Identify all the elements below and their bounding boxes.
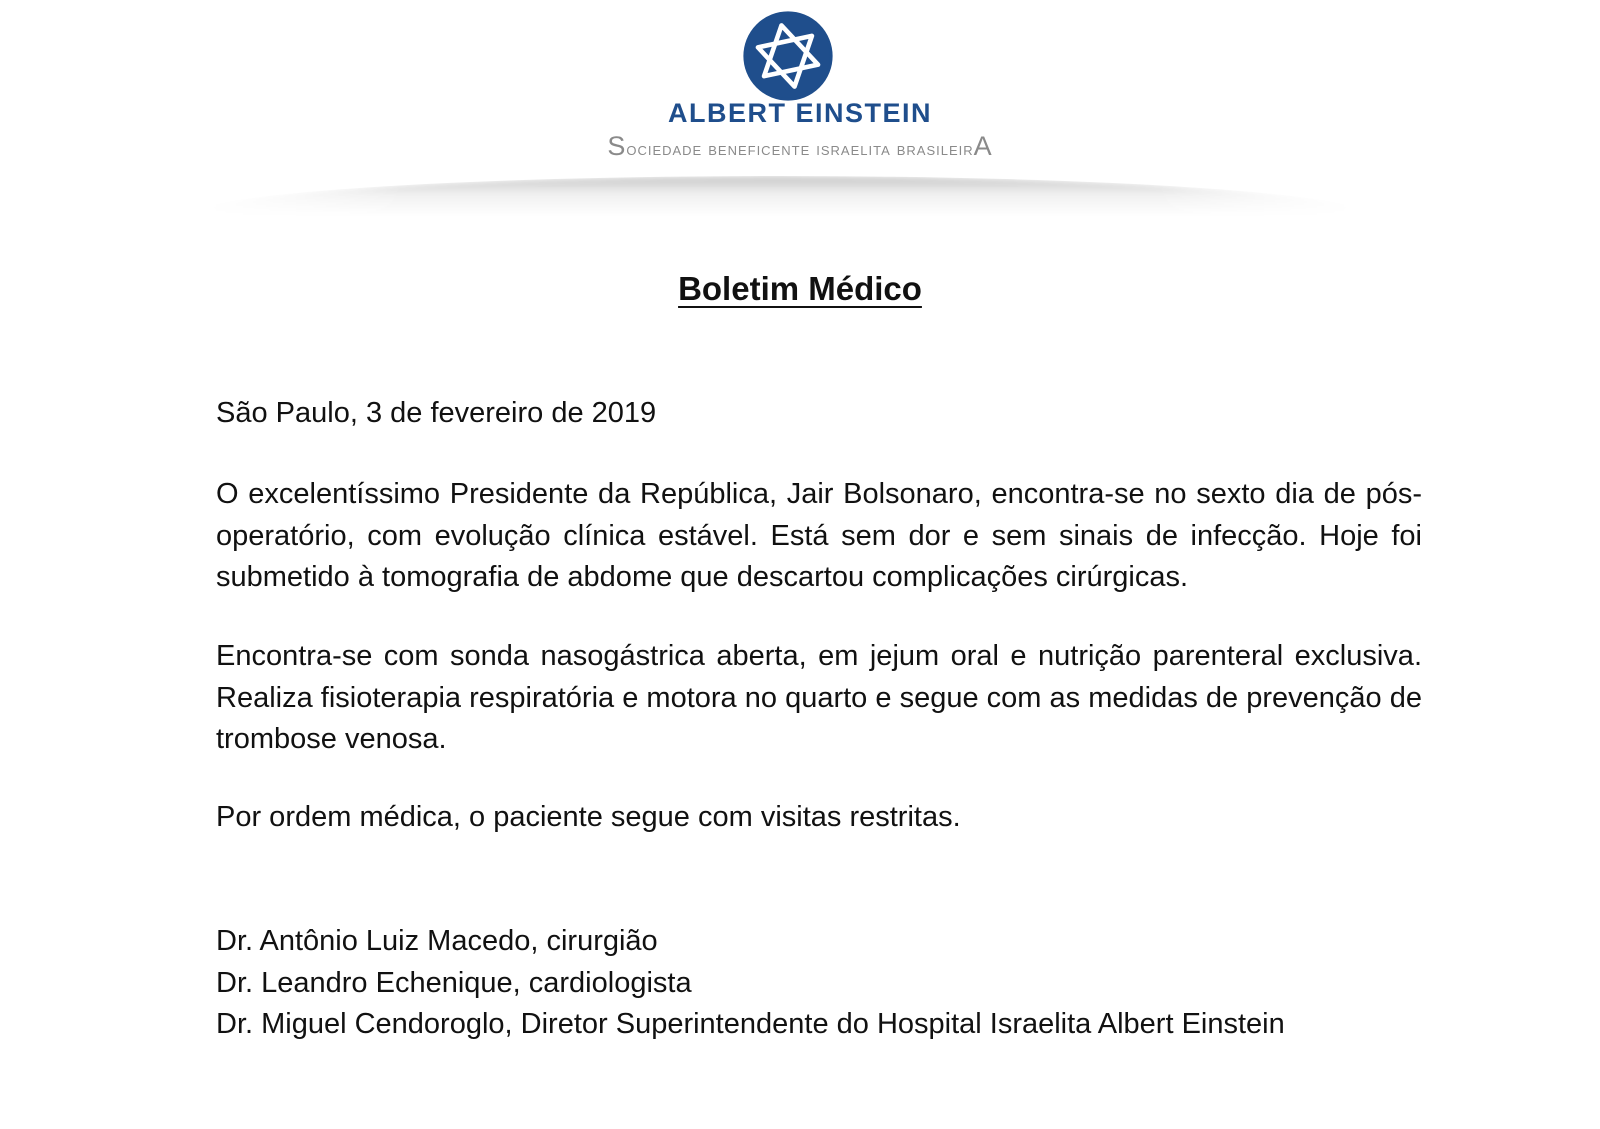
letterhead — [0, 0, 1600, 220]
organization-name: ALBERT EINSTEIN — [667, 98, 932, 128]
date-line: São Paulo, 3 de fevereiro de 2019 — [216, 397, 657, 429]
document-title: Boletim Médico — [678, 270, 922, 307]
signature-block — [216, 921, 1422, 1046]
header-divider-shadow — [190, 176, 1370, 216]
signature-line: Dr. Miguel Cendoroglo, Diretor Superintendente do Hospital Israelita Albert Einstein — [216, 1008, 1285, 1040]
star-of-david-globe-icon — [742, 10, 834, 102]
organization-subtitle — [0, 131, 1600, 162]
paragraph-condition: O excelentíssimo Presidente da República, Jair Bolsonaro, encontra-se no sexto dia de pós-operatório, com evolução clínica estável. Está sem dor e sem sinais de infecção. Hoje foi submetido à tomografia de abdome que descartou complicações cirúrgicas. — [216, 478, 1422, 593]
paragraph-visits: Por ordem médica, o paciente segue com visitas restritas. — [216, 801, 961, 833]
signature-line: Dr. Leandro Echenique, cardiologista — [216, 966, 692, 999]
paragraph-treatment: Encontra-se com sonda nasogástrica aberta, em jejum oral e nutrição parenteral exclusiva. Realiza fisioterapia respiratória e motora no quarto e segue com as medidas de prevenção de trombose venosa. — [216, 640, 1422, 755]
subtitle-initial: S — [607, 131, 627, 161]
subtitle-middle: ociedade beneficente israelita brasileir — [626, 139, 974, 159]
subtitle-final: A — [973, 131, 993, 161]
signature-line: Dr. Antônio Luiz Macedo, cirurgião — [216, 925, 658, 957]
